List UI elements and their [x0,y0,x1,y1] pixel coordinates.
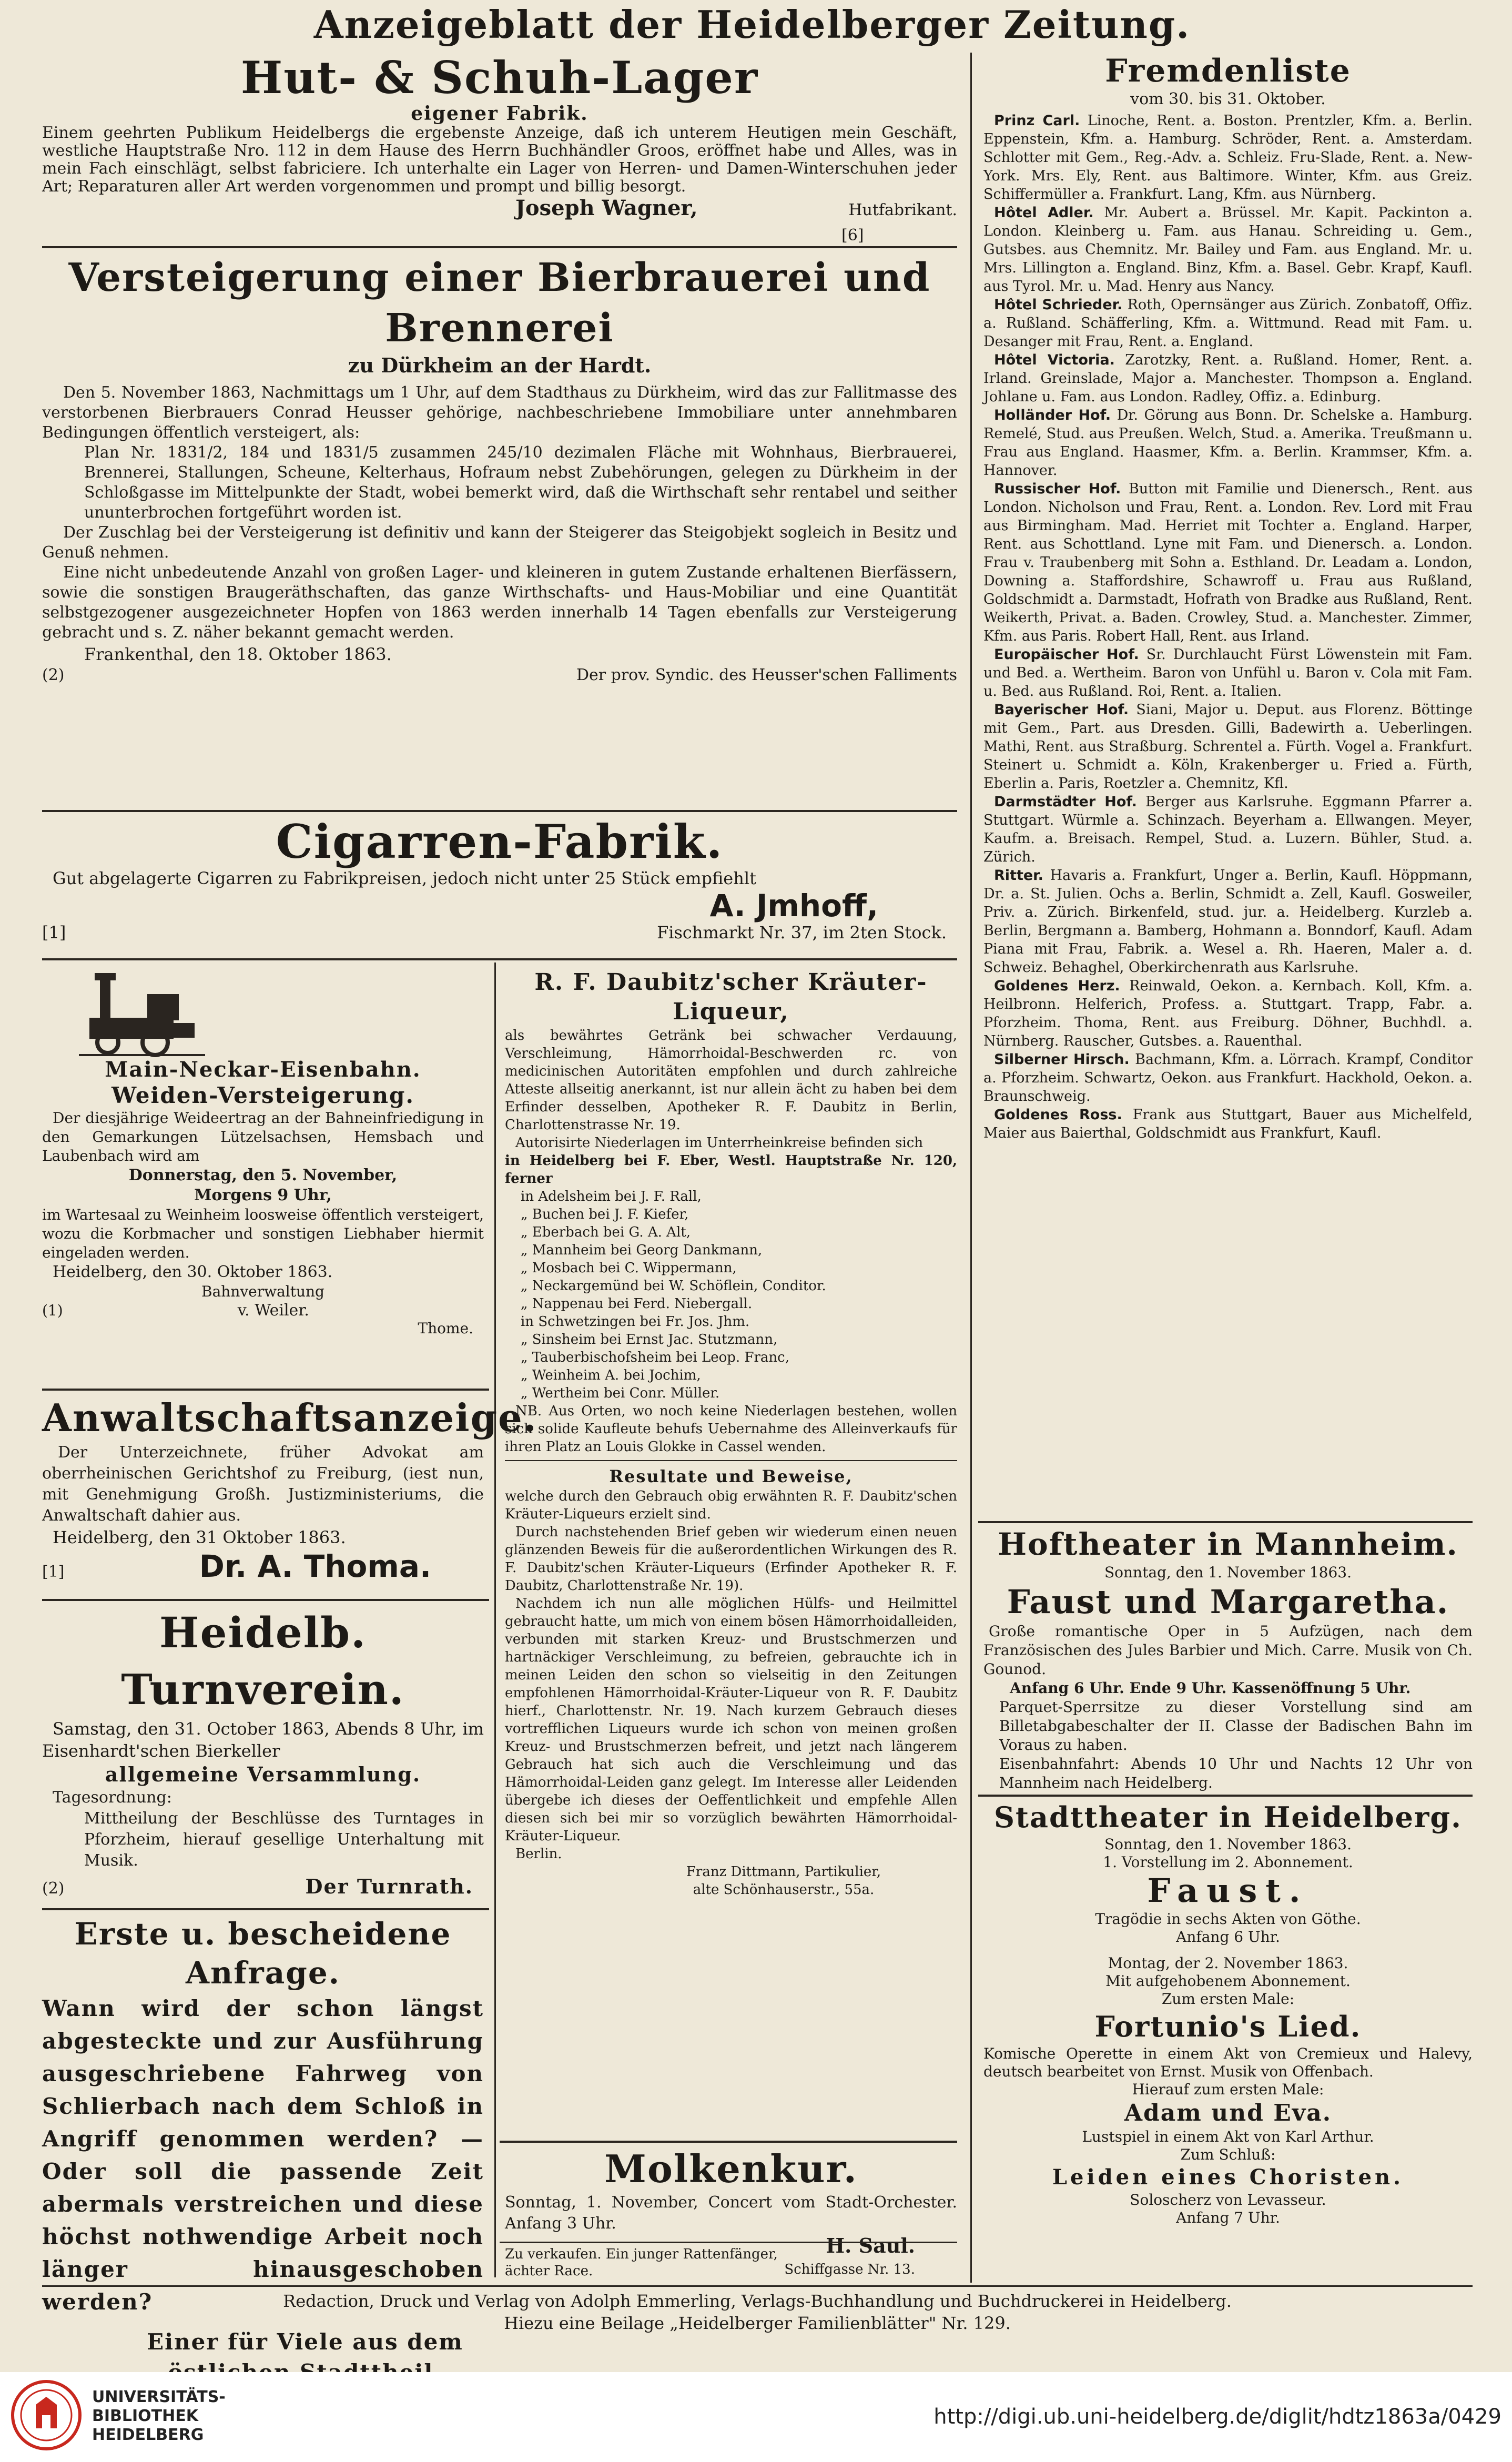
daubitz-title: R. F. Daubitz'scher Kräuter-Liqueur, [534,969,928,1025]
fremdenliste-entry [983,296,1473,351]
fremdenliste-entry [983,1050,1473,1106]
hoftheater-ad [983,1525,1473,1804]
hoftheater-rail: Eisenbahnfahrt: Abends 10 Uhr und Nachts 12 Uhr von Mannheim nach Heidelberg. [999,1755,1473,1791]
depot-item: „ Nappenau bei Ferd. Niebergall. [521,1296,753,1312]
cigarren-ref: [1] [42,923,66,943]
cigarren-ad [42,815,957,957]
anfrage-ad [42,1914,484,2355]
eisenbahn-body2: im Wartesaal zu Weinheim loosweise öffentlich versteigert, wozu die Korbmacher und sonstigen Liebhaber hiermit eingeladen werden. [42,1206,484,1261]
rule-4 [42,1389,489,1391]
footer-imprint: Redaction, Druck und Verlag von Adolph Emmerling, Verlags-Buchhandlung und Buchdruckerei in Heidelberg. [283,2291,1232,2311]
versteigerung-ad [42,252,957,810]
verkaufen-address: Schiffgasse Nr. 13. [784,2262,915,2277]
stadttheater-play2: Fortunio's Lied. [1094,2010,1362,2043]
hoftheater-title: Hoftheater in Mannheim. [998,1526,1458,1562]
anwalt-title: Anwaltschaftsanzeige. [42,1395,537,1440]
rule-2 [42,810,957,812]
daubitz-p6: Durch nachstehenden Brief geben wir wiederum einen neuen glänzenden Beweis für die außerordentlichen Wirkungen des R. F. Daubitz'schen Kräuter-Liqueurs (Erfinder Apotheker R. F. Daubitz, Charlottenstraße Nr. 19). [505,1524,957,1594]
versteigerung-signature: Der prov. Syndic. des Heusser'schen Falliments [576,666,957,684]
turnverein-agenda-label: Tagesordnung: [53,1788,172,1807]
guest-list: Mr. Aubert a. Brüssel. Mr. Kapit. Packinton a. London. Kleinberg u. Fam. aus Hanau. Schreiding u. Gem., Gutsbes. aus Chemnitz. Mr. Bailey und Fam. aus England. Mr. u. Mrs. Lillington a. England. Binz, Kfm. a. Basel. Gebr. Krapf, Kaufl. aus Tyrol. Mr. u. Mad. Henry aus Nancy. [983,205,1473,295]
depot-item: in Adelsheim bei J. F. Rall, [521,1189,702,1204]
guest-list: Frank aus Stuttgart, Bauer aus Michelfeld, Maier aus Baierthal, Goldschmidt aus Frankfurt, Kaufl. [983,1107,1473,1141]
hoftheater-play: Faust und Margaretha. [1007,1583,1449,1621]
cigarren-address: Fischmarkt Nr. 37, im 2ten Stock. [657,923,947,943]
daubitz-p3: in Heidelberg bei F. Eber, Westl. Hauptstraße Nr. 120, ferner [505,1153,957,1187]
turnverein-body: Samstag, den 31. October 1863, Abends 8 Uhr, im Eisenhardt'schen Bierkeller [42,1719,484,1761]
turnverein-signature: Der Turnrath. [305,1875,473,1898]
hoftheater-date: Sonntag, den 1. November 1863. [1104,1564,1352,1581]
hotel-name: Hôtel Schrieder. [994,297,1123,313]
depot-item: „ Neckargemünd bei W. Schöflein, Conditor. [521,1278,826,1294]
hotel-name: Ritter. [994,867,1043,884]
guest-list: Roth, Opernsänger aus Zürich. Zonbatoff, Offiz. a. Rußland. Schäfferling, Kfm. a. Wittmund. Read mit Fam. u. Desanger mit Frau, Rent. a. England. [983,297,1473,350]
daubitz-p2: Autorisirte Niederlagen im Unterrheinkreise befinden sich [515,1135,924,1151]
stadttheater-abo2: Mit aufgehobenem Abonnement. [1105,1972,1351,1990]
depot-item: „ Wertheim bei Conr. Müller. [521,1385,720,1401]
guest-list: Havaris a. Frankfurt, Unger a. Berlin, Kaufl. Höppmann, Dr. a. St. Julien. Ochs a. Berlin, Schmidt a. Zell, Kaufl. Gosweiler, Priv. a. Zürich. Birkenfeld, stud. jur. a. Heidelberg. Kurzleb a. Berlin, Bergmann a. Bamberg, Hohmann a. Bonndorf, Kaufl. Adam Piana mit Frau, Fabrik. a. Wesel a. Rh. Haeren, Maler a. d. Schweiz. Behaghel, Oberkirchenrath aus Karlsruhe. [983,867,1473,976]
guest-list: Button mit Familie und Dienersch., Rent. aus London. Nicholson und Frau, Rent. a. London. Rev. Lord mit Frau aus Birmingham. Mad. Herriet mit Tochter a. England. Harper, Rent. aus Schottland. Lyne mit Fam. und Dienersch. a. London. Frau v. Traubenberg mit Sohn a. Esthland. Dr. Leadam a. London, Downing a. Staffordshire, Schawroff u. Frau aus Rußland, Goldschmidt a. Darmstadt, Hofrath von Bradke aus Rußland, Rent. Weikerth, Privat. a. Baden. Crowley, Stud. a. Manchester. Zimmer, Kfm. aus Paris. Robert Hall, Rent. aus Irland. [983,481,1473,644]
versteigerung-place-date: Frankenthal, den 18. Oktober 1863. [84,644,392,664]
fremdenliste-entry [983,793,1473,866]
stadttheater-desc: Tragödie in sechs Akten von Göthe. [1095,1910,1361,1928]
guest-list: Sr. Durchlaucht Fürst Löwenstein mit Fam. und Bed. a. Wertheim. Baron von Unfühl u. Baron v. Cola mit Fam. u. Bed. aus Rußland. Roi, Rent. a. Italien. [983,646,1473,700]
turnverein-title: Heidelb. Turnverein. [121,1608,405,1714]
eisenbahn-title: Main-Neckar-Eisenbahn. [105,1057,421,1082]
masthead: Anzeigeblatt der Heidelberger Zeitung. [313,2,1191,47]
rule-10 [978,1795,1473,1797]
stadttheater-abo: 1. Vorstellung im 2. Abonnement. [1103,1853,1353,1871]
eisenbahn-body: Der diesjährige Weideertrag an der Bahneinfriedigung in den Gemarkungen Lützelsachsen, Hemsbach und Laubenbach wird am [42,1109,484,1164]
daubitz-p7: Nachdem ich nun alle möglichen Hülfs- und Heilmittel gebraucht hatte, um mich von einem bösen Hämorrhoidalleiden, verbunden mit starken Kreuz- und Brustschmerzen und hartnäckiger Verschleimung, zu befreien, gebrauchte ich in meinen Leiden den schon so vielseitig in den Zeitungen empfohlenen Hämorrhoidal-Kräuter-Liqueur von R. F. Daubitz hierf., Charlottenstr. Nr. 19. Nach kurzem Gebrauch dieses vortrefflichen Liqueurs wurde ich schon von meinen großen Kreuz- und Brustschmerzen befreit, und jetzt nach längerem Gebrauch hat sich auch die Verschleimung und das Hämorrhoidal-Leiden ganz gelegt. Im Interesse aller Leidenden übergebe ich dieses der Oeffentlichkeit und empfehle Allen diesen sich bei mir so vorzüglich bewährten Hämorrhoidal-Kräuter-Liqueur. [505,1596,957,1844]
fremdenliste-subtitle: vom 30. bis 31. Oktober. [1130,90,1326,108]
versteigerung-subtitle: zu Dürkheim an der Hardt. [348,353,652,377]
guest-list: Siani, Major u. Deput. aus Florenz. Böttinge mit Gem., Part. aus Dresden. Gilli, Badewirth a. Ueberlingen. Mathi, Rent. aus Straßburg. Schrentel a. Fürth. Vogel a. Frankfurt. Steinert u. Schmidt a. Köln, Krakenberger u. Fried a. Fürth, Eberlin a. Paris, Roetzler a. Chemnitz, Kfl. [983,702,1473,792]
guest-list: Dr. Görung aus Bonn. Dr. Schelske a. Hamburg. Remelé, Stud. aus Preußen. Welch, Stud. a. Amerika. Treußmann u. Frau aus England. Haasmer, Kfm. a. Berlin. Krammser, Kfm. a. Hannover. [983,407,1473,479]
fremdenliste-entry [983,866,1473,977]
fremdenliste-entry [983,1106,1473,1142]
eisenbahn-ad [42,968,484,1383]
library-name [92,2388,226,2445]
fremdenliste-entry [983,112,1473,204]
daubitz-signature2: alte Schönhauserstr., 55a. [693,1882,875,1898]
daubitz-p1: als bewährtes Getränk bei schwacher Verdauung, Verschleimung, Hämorrhoidal-Beschwerden rc. von medicinischen Autoritäten empfohlen und durch zahlreiche Atteste allseitig anerkannt, ist nur allein ächt zu haben bei dem Erfinder desselben, Apotheker R. F. Daubitz in Berlin, Charlottenstrasse Nr. 19. [505,1028,957,1133]
anwalt-signature: Dr. A. Thoma. [199,1548,431,1584]
verkaufen-body: Zu verkaufen. Ein junger Rattenfänger, ächter Race. [505,2246,778,2279]
eisenbahn-signature2: Thome. [418,1320,473,1337]
rule-11 [42,2285,1473,2287]
guest-list: Zarotzky, Rent. a. Rußland. Homer, Rent. a. Irland. Greinslade, Major a. Manchester. Thompson a. England. Johlane u. Fam. aus London. Radley, Offiz. a. Edinburg. [983,352,1473,405]
turnverein-ad [42,1604,484,1909]
eisenbahn-ref: (1) [42,1302,63,1319]
daubitz-signature: Franz Dittmann, Partikulier, [686,1864,881,1880]
turnverein-event: allgemeine Versammlung. [105,1762,421,1786]
hotel-name: Europäischer Hof. [994,646,1139,663]
versteigerung-ref: (2) [42,666,65,684]
hoftheater-desc: Große romantische Oper in 5 Aufzügen, nach dem Französischen des Jules Barbier und Mich. Carre. Musik von Ch. Gounod. [983,1623,1473,1678]
fremdenliste-entry [983,645,1473,701]
turnverein-agenda: Mittheilung der Beschlüsse des Turntages in Pforzheim, hierauf gesellige Unterhaltung mit Musik. [84,1809,484,1870]
molkenkur-body: Sonntag, 1. November, Concert vom Stadt-Orchester. Anfang 3 Uhr. [505,2193,957,2233]
guest-list: Linoche, Rent. a. Boston. Prentzler, Kfm. a. Berlin. Eppenstein, Kfm. a. Hamburg. Schröder, Rent. a. Amsterdam. Schlotter mit Gem., Reg.-Adv. a. Schleiz. Fru-Slade, Rent. a. New-York. Mrs. Ely, Rent. aus Baltimore. Winter, Kfm. aus Greiz. Schiffermüller a. Frankfurt. Lang, Kfm. aus Nürnberg. [983,113,1473,202]
fremdenliste-entry [983,351,1473,406]
hotel-name: Darmstädter Hof. [994,794,1137,810]
hut-body: Einem geehrten Publikum Heidelbergs die ergebenste Anzeige, daß ich unterem Heutigen mein Geschäft, westliche Hauptstraße Nro. 112 in dem Hause des Herrn Buchhändler Groos, eröffnet habe und Alles, was in mein Fach einschlägt, selbst fabriciere. Ich unterhalte ein Lager von Herren- und Damen-Winterschuhen jeder Art; Reparaturen aller Art werden vorgenommen und prompt und billig besorgt. [42,124,957,196]
stadttheater-desc2: Komische Operette in einem Akt von Cremieux und Halevy, deutsch bearbeitet von Ernst. Musik von Offenbach. [983,2045,1473,2080]
permalink[interactable]: http://digi.ub.uni-heidelberg.de/diglit/hdtz1863a/0429 [933,2405,1501,2429]
guest-list: Reinwald, Oekon. a. Kernbach. Koll, Kfm. a. Heilbronn. Helferich, Profess. a. Stuttgart. Trapp, Fabr. a. Pforzheim. Thoma, Rent. aus Freiburg. Döhner, Buchhdl. a. Nürnberg. Rauscher, Gutsbes. a. Rauenthal. [983,978,1473,1049]
hut-ref: [6] [841,226,864,245]
hotel-name: Holländer Hof. [994,407,1111,423]
library-name-line2: BIBLIOTHEK [92,2407,198,2425]
stadttheater-first: Zum ersten Male: [1161,1990,1295,2008]
hotel-name: Russischer Hof. [994,481,1121,497]
cigarren-name: A. Jmhoff, [709,888,878,924]
eisenbahn-office: Bahnverwaltung [201,1283,324,1300]
stadttheater-time: Anfang 6 Uhr. [1176,1928,1280,1946]
daubitz-depot-list [505,1188,957,1402]
hotel-name: Bayerischer Hof. [994,702,1129,718]
stadttheater-ad [983,1799,1473,2272]
library-name-line1: UNIVERSITÄTS- [92,2388,226,2406]
versteigerung-p4: Eine nicht unbedeutende Anzahl von großen Lager- und kleineren in gutem Zustande erhaltenen Bierfässern, sowie die sonstigen Braugeräthschaften, das ganze Wirthschafts- und Haus-Mobiliar und eine Quantität selbstgezogener ausgezeichneter Hopfen von 1863 werden innerhalb 14 Tagen ebenfalls zur Versteigerung gebracht und s. Z. näher bekannt gemacht werden. [42,563,957,642]
rule-5 [42,1599,489,1601]
depot-item: „ Sinsheim bei Ernst Jac. Stutzmann, [521,1332,778,1347]
library-bar [0,2372,1512,2462]
daubitz-p5: welche durch den Gebrauch obig erwähnten R. F. Daubitz'schen Kräuter-Liqueurs erzielt sind. [505,1488,957,1522]
footer-supplement: Hiezu eine Beilage „Heidelberger Familienblätter" Nr. 129. [504,2313,1011,2333]
molkenkur-ad [505,2146,957,2257]
fremdenliste-entry [983,406,1473,480]
hut-signature-role: Hutfabrikant. [848,201,957,219]
depot-item: „ Tauberbischofsheim bei Leop. Franc, [521,1350,789,1365]
stadttheater-play3: Adam und Eva. [1124,2100,1332,2126]
stadttheater-desc4: Soloscherz von Levasseur. [1130,2191,1326,2208]
depot-item: „ Buchen bei J. F. Kiefer, [521,1207,689,1222]
guest-list: Bachmann, Kfm. a. Lörrach. Krampf, Conditor a. Pforzheim. Schwartz, Oekon. aus Frankfurt. Hackhold, Oekon. a. Braunschweig. [983,1051,1473,1105]
eisenbahn-subtitle: Weiden-Versteigerung. [111,1082,414,1108]
rule-7 [500,2141,957,2143]
versteigerung-p2: Plan Nr. 1831/2, 184 und 1831/5 zusammen 245/10 dezimalen Fläche mit Wohnhaus, Bierbrauerei, Brennerei, Stallungen, Scheune, Kelterhaus, Hofraum nebst Zubehörungen, gelegen zu Dürkheim in der Schloßgasse im Mittelpunkte der Stadt, wobei bemerkt wird, daß die Wirthschaft sehr rentabel und seither ununterbrochen fortgeführt worden ist. [84,443,957,522]
stadttheater-desc3: Lustspiel in einem Akt von Karl Arthur. [1082,2128,1374,2145]
fremdenliste-title: Fremdenliste [1105,53,1351,89]
stadttheater-time2: Anfang 7 Uhr. [1176,2209,1280,2226]
depot-item: in Schwetzingen bei Fr. Jos. Jhm. [521,1314,750,1330]
depot-item: „ Eberbach bei G. A. Alt, [521,1224,691,1240]
stadttheater-date2: Montag, der 2. November 1863. [1108,1954,1348,1972]
daubitz-results-title: Resultate und Beweise, [609,1466,853,1486]
rule-8 [500,2242,957,2243]
anwalt-ad [42,1394,537,1588]
rule-1 [42,246,957,248]
daubitz-p4: NB. Aus Orten, wo noch keine Niederlagen bestehen, wollen sich solide Kaufleute behufs Uebernahme des Alleinverkaufs für ihren Platz an Louis Glokke in Cassel wenden. [505,1403,957,1455]
fremdenliste-entry [983,480,1473,645]
stadttheater-title: Stadttheater in Heidelberg. [994,1800,1462,1834]
rule-6 [42,1908,489,1910]
hotel-name: Goldenes Herz. [994,978,1120,994]
rule-9 [978,1521,1473,1523]
hut-title: Hut- & Schuh-Lager [240,52,759,104]
stadttheater-play: Faust. [1147,1871,1309,1910]
fremdenliste-entry [983,977,1473,1050]
university-seal-icon [9,2378,83,2452]
anwalt-place-date: Heidelberg, den 31 Oktober 1863. [53,1527,346,1547]
hoftheater-parquet: Parquet-Sperrsitze zu dieser Vorstellung sind am Billetabgabeschalter der II. Classe der Badischen Bahn im Voraus zu haben. [999,1698,1473,1754]
molkenkur-title: Molkenkur. [604,2146,858,2191]
hut-subtitle: eigener Fabrik. [411,103,588,125]
versteigerung-title: Versteigerung einer Bierbrauerei und Brennerei [68,255,931,351]
versteigerung-p3: Der Zuschlag bei der Versteigerung ist definitiv und kann der Steigerer das Steigobjekt sogleich in Besitz und Genuß nehmen. [42,523,957,562]
anwalt-body: Der Unterzeichnete, früher Advokat am oberrheinischen Gerichtshof zu Freiburg, (iest nun, mit Genehmigung Großh. Justizministeriums, die Anwaltschaft dahier aus. [42,1443,484,1525]
hoftheater-times: Anfang 6 Uhr. Ende 9 Uhr. Kassenöffnung 5 Uhr. [1010,1679,1411,1697]
hotel-name: Goldenes Ross. [994,1107,1122,1123]
depot-item: „ Weinheim A. bei Jochim, [521,1367,701,1383]
daubitz-city: Berlin. [515,1846,562,1862]
hotel-name: Prinz Carl. [994,113,1080,129]
stadttheater-then: Hierauf zum ersten Male: [1132,2081,1324,2098]
locomotive-icon [79,968,205,1057]
cigarren-body: Gut abgelagerte Cigarren zu Fabrikpreisen, jedoch nicht unter 25 Stück empfiehlt [53,868,756,888]
fremdenliste-entry [983,204,1473,296]
stadttheater-date: Sonntag, den 1. November 1863. [1104,1836,1352,1853]
eisenbahn-date: Donnerstag, den 5. November, [128,1166,398,1184]
hut-signature: Joseph Wagner, [515,196,698,220]
inner-column-rule [494,962,496,2277]
cigarren-title: Cigarren-Fabrik. [276,814,724,869]
eisenbahn-place-date: Heidelberg, den 30. Oktober 1863. [53,1263,333,1281]
depot-item: „ Mosbach bei C. Wippermann, [521,1260,737,1276]
turnverein-ref: (2) [42,1879,65,1898]
versteigerung-p1: Den 5. November 1863, Nachmittags um 1 Uhr, auf dem Stadthaus zu Dürkheim, wird das zur Fallitmasse des verstorbenen Bierbrauers Conrad Heusser gehörige, nachbeschriebene Immobiliare unter annehmbaren Bedingungen öffentlich versteigert, als: [42,383,957,442]
molkenkur-signature: H. Saul. [826,2234,915,2257]
stadttheater-play4: Leiden eines Choristen. [1052,2165,1404,2190]
fremdenliste [983,53,1473,1515]
fremdenliste-entry [983,701,1473,793]
hotel-name: Hôtel Victoria. [994,352,1115,368]
hut-ad [42,53,957,242]
depot-item: „ Mannheim bei Georg Dankmann, [521,1242,763,1258]
hotel-name: Silberner Hirsch. [994,1051,1130,1068]
anfrage-body: Wann wird der schon längst abgesteckte und zur Ausführung ausgeschriebene Fahrweg von Schlierbach nach dem Schloß in Angriff genommen werden? — Oder soll die passende Zeit abermals verstreichen und diese höchst nothwendige Arbeit noch länger hinausgeschoben werden? [42,1995,484,2315]
anfrage-title: Erste u. bescheidene Anfrage. [74,1916,452,1991]
eisenbahn-signature: v. Weiler. [237,1301,309,1320]
stadttheater-finally: Zum Schluß: [1180,2146,1276,2163]
column-rule [970,53,972,2283]
library-name-line3: HEIDELBERG [92,2426,204,2444]
anfrage-signature: Einer für Viele aus dem [147,2329,463,2355]
rule-3 [42,958,957,960]
anwalt-ref: [1] [42,1563,65,1581]
eisenbahn-time: Morgens 9 Uhr, [194,1186,332,1204]
verkaufen-ad [505,2246,957,2283]
daubitz-ad [505,968,957,2135]
guest-list: Berger aus Karlsruhe. Eggmann Pfarrer a. Stuttgart. Würmle a. Schinzach. Beyerham a. Ellwangen. Meyer, Kaufm. a. Breisach. Rempel, Stud. a. Luzern. Bühler, Stud. a. Zürich. [983,794,1473,865]
hotel-name: Hôtel Adler. [994,205,1094,221]
